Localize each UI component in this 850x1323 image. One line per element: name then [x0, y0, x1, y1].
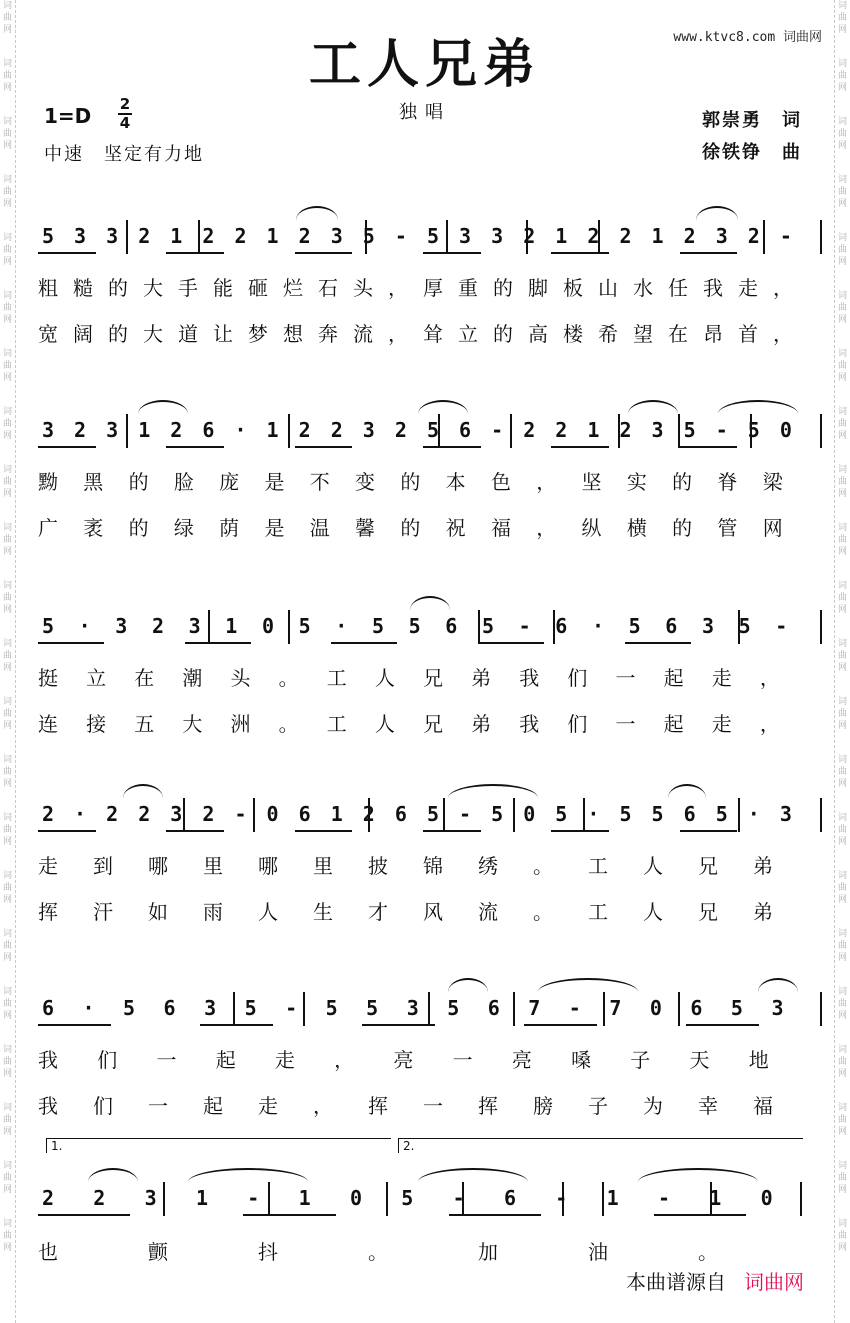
note: 5: [362, 224, 375, 248]
slur: [88, 1168, 138, 1182]
barline: [510, 414, 512, 448]
note: 7: [528, 996, 541, 1020]
beam-underline: [38, 446, 96, 448]
note: 2: [747, 224, 760, 248]
lyric-line-2: 连 接 五 大 洲 。 工 人 兄 弟 我 们 一 起 走 ，: [38, 712, 780, 736]
note: 2: [362, 802, 375, 826]
watermark-text: 词 曲 网: [2, 581, 12, 615]
note: 5: [619, 802, 632, 826]
beam-underline: [524, 1024, 597, 1026]
note: -: [715, 418, 728, 442]
lyric-line-1: 黝 黑 的 脸 庞 是 不 变 的 本 色 ， 坚 实 的 脊 梁: [38, 470, 783, 494]
note: 2: [93, 1186, 106, 1210]
watermark-text: 词 曲 网: [2, 929, 12, 963]
note: 5: [366, 996, 379, 1020]
beam-underline: [680, 830, 738, 832]
beam-underline: [38, 830, 96, 832]
watermark-text: 词 曲 网: [837, 639, 847, 673]
slur: [538, 978, 638, 992]
barline: [288, 414, 290, 448]
left-watermark-strip: [0, 0, 16, 1323]
lyricist-credit: 郭崇勇 词: [702, 110, 802, 131]
lyric-line-2: 广 袤 的 绿 荫 是 温 馨 的 祝 福 ， 纵 横 的 管 网: [38, 516, 783, 540]
watermark-text: 词 曲 网: [837, 465, 847, 499]
watermark-text: 词 曲 网: [837, 755, 847, 789]
note: 6: [163, 996, 176, 1020]
note: 2: [619, 418, 632, 442]
note: 6: [690, 996, 703, 1020]
note: ·: [587, 802, 600, 826]
score-row: [38, 796, 820, 836]
watermark-text: 词 曲 网: [2, 407, 12, 441]
note: 2: [202, 802, 215, 826]
source-text: 本曲谱源自: [626, 1270, 726, 1294]
note: 3: [41, 418, 55, 442]
note: 3: [204, 996, 217, 1020]
slur: [418, 1168, 528, 1182]
volta-second-ending: 2.: [398, 1138, 803, 1153]
beam-underline: [449, 1214, 541, 1216]
note: 2: [41, 802, 55, 826]
watermark-text: 词 曲 网: [837, 291, 847, 325]
barline: [428, 992, 430, 1026]
beam-underline: [295, 446, 353, 448]
note: -: [518, 614, 531, 638]
note: 2: [106, 802, 119, 826]
watermark-text: 词 曲 网: [2, 523, 12, 557]
beam-underline: [166, 446, 224, 448]
note: 5: [747, 418, 760, 442]
note: 5: [426, 802, 440, 826]
score-row: [38, 412, 820, 452]
note: 1: [298, 1186, 311, 1210]
beam-underline: [686, 1024, 759, 1026]
watermark-text: 词 曲 网: [837, 813, 847, 847]
note: 5: [244, 996, 257, 1020]
note: 3: [170, 802, 183, 826]
note: 2: [138, 802, 151, 826]
watermark-text: 词 曲 网: [837, 697, 847, 731]
slur: [718, 400, 798, 414]
note: 6: [665, 614, 678, 638]
note: 1: [587, 418, 600, 442]
watermark-text: 词 曲 网: [2, 1161, 12, 1195]
note: 6: [298, 802, 311, 826]
note: 1: [170, 224, 183, 248]
note: 3: [459, 224, 472, 248]
note: 2: [523, 224, 536, 248]
watermark-text: 词 曲 网: [837, 581, 847, 615]
note: 2: [234, 224, 247, 248]
note: 1: [555, 224, 568, 248]
note: 0: [523, 802, 536, 826]
barline: [603, 992, 605, 1026]
note: ·: [74, 802, 87, 826]
watermark-text: 词 曲 网: [2, 59, 12, 93]
watermark-text: 词 曲 网: [837, 233, 847, 267]
note: 5: [371, 614, 385, 638]
composer-credit: 徐铁铮 曲: [702, 142, 802, 163]
score-row: [38, 608, 820, 648]
note: 3: [491, 224, 504, 248]
slur: [668, 784, 706, 798]
note: 2: [151, 614, 165, 638]
note: 3: [330, 224, 343, 248]
watermark-text: 词 曲 网: [837, 1161, 847, 1195]
watermark-text: 词 曲 网: [2, 233, 12, 267]
note: 5: [41, 224, 55, 248]
barline: [820, 414, 822, 448]
beam-underline: [625, 642, 691, 644]
note: -: [459, 802, 472, 826]
score-row: [38, 1180, 820, 1220]
note: 0: [261, 614, 275, 638]
note: 5: [683, 418, 696, 442]
watermark-text: 词 曲 网: [2, 755, 12, 789]
note: 2: [298, 418, 311, 442]
note: ·: [82, 996, 95, 1020]
barline: [386, 1182, 388, 1216]
note: 3: [771, 996, 784, 1020]
note: 5: [41, 614, 55, 638]
lyric-line-1: 也 颤 抖 。 加 油 。: [38, 1240, 718, 1264]
note: 3: [188, 614, 201, 638]
slur: [448, 978, 488, 992]
note: ·: [747, 802, 760, 826]
lyric-line-1: 挺 立 在 潮 头 。 工 人 兄 弟 我 们 一 起 走 ，: [38, 666, 780, 690]
note: 0: [760, 1186, 773, 1210]
note: 5: [426, 418, 440, 442]
note: 6: [487, 996, 500, 1020]
note: 6: [683, 802, 696, 826]
slur: [188, 1168, 308, 1182]
beam-underline: [38, 642, 104, 644]
beam-underline: [185, 642, 251, 644]
beam-underline: [654, 1214, 746, 1216]
note: 5: [325, 996, 338, 1020]
note: -: [394, 224, 407, 248]
barline: [820, 220, 822, 254]
score-row: [38, 218, 820, 258]
right-watermark-strip: [834, 0, 850, 1323]
note: 5: [555, 802, 568, 826]
slur: [123, 784, 163, 798]
note: 1: [138, 418, 151, 442]
note: 2: [523, 418, 536, 442]
barline: [233, 992, 235, 1026]
beam-underline: [200, 1024, 273, 1026]
lyric-line-2: 我 们 一 起 走 ， 挥 一 挥 膀 子 为 幸 福: [38, 1094, 773, 1118]
note: 5: [481, 614, 495, 638]
score-row: [38, 990, 820, 1030]
beam-underline: [423, 830, 481, 832]
note: 2: [41, 1186, 55, 1210]
note: 3: [406, 996, 419, 1020]
note: 5: [123, 996, 136, 1020]
slur: [638, 1168, 758, 1182]
lyric-line-1: 粗 糙 的 大 手 能 砸 烂 石 头 ， 厚 重 的 脚 板 山 水 任 我 走 ，: [38, 276, 793, 300]
barline: [288, 610, 290, 644]
note: 5: [298, 614, 311, 638]
beam-underline: [362, 1024, 435, 1026]
note: -: [452, 1186, 465, 1210]
barline: [208, 610, 210, 644]
note: 6: [394, 802, 407, 826]
note: 2: [202, 224, 215, 248]
barline: [513, 992, 515, 1026]
barline: [800, 1182, 802, 1216]
watermark-text: 词 曲 网: [837, 1, 847, 35]
barline: [163, 1182, 165, 1216]
note: 3: [74, 224, 87, 248]
note: 2: [587, 224, 600, 248]
watermark-text: 词 曲 网: [837, 871, 847, 905]
note: 1: [606, 1186, 619, 1210]
note: 1: [195, 1186, 209, 1210]
watermark-text: 词 曲 网: [2, 1103, 12, 1137]
note: -: [568, 996, 581, 1020]
beam-underline: [166, 830, 224, 832]
beam-underline: [551, 252, 609, 254]
note: 3: [715, 224, 728, 248]
note: 5: [408, 614, 421, 638]
note: -: [657, 1186, 671, 1210]
note: 2: [555, 418, 568, 442]
volta-first-ending: 1.: [46, 1138, 391, 1153]
watermark-text: 词 曲 网: [2, 871, 12, 905]
note: 1: [225, 614, 238, 638]
lyric-line-2: 挥 汗 如 雨 人 生 才 风 流 。 工 人 兄 弟: [38, 900, 773, 924]
slur: [696, 206, 738, 220]
note: -: [555, 1186, 568, 1210]
note: 2: [683, 224, 696, 248]
barline: [820, 610, 822, 644]
watermark-text: 词 曲 网: [2, 291, 12, 325]
beam-underline: [478, 642, 544, 644]
note: 0: [649, 996, 662, 1020]
barline: [253, 798, 255, 832]
note: 3: [779, 802, 792, 826]
note: 5: [730, 996, 743, 1020]
beam-underline: [243, 1214, 335, 1216]
note: ·: [78, 614, 91, 638]
beam-underline: [331, 642, 397, 644]
time-signature-bottom: 4: [119, 114, 131, 132]
tempo-marking: 中速 坚定有力地: [44, 144, 204, 165]
note: ·: [234, 418, 247, 442]
note: 6: [445, 614, 458, 638]
watermark-text: 词 曲 网: [2, 697, 12, 731]
watermark-text: 词 曲 网: [837, 175, 847, 209]
barline: [820, 992, 822, 1026]
barline: [738, 798, 740, 832]
note: -: [491, 418, 504, 442]
song-title: 工人兄弟: [308, 34, 541, 95]
note: 1: [330, 802, 343, 826]
performance-mode: 独唱: [399, 102, 451, 123]
slur: [410, 596, 450, 610]
note: 2: [170, 418, 183, 442]
note: -: [779, 224, 792, 248]
note: 2: [298, 224, 311, 248]
watermark-text: 词 曲 网: [837, 349, 847, 383]
note: 3: [362, 418, 375, 442]
note: 3: [115, 614, 128, 638]
beam-underline: [38, 1024, 111, 1026]
note: 2: [138, 224, 151, 248]
note: -: [775, 614, 788, 638]
beam-underline: [551, 446, 609, 448]
watermark-text: 词 曲 网: [837, 59, 847, 93]
watermark-text: 词 曲 网: [2, 987, 12, 1021]
note: 3: [701, 614, 715, 638]
note: 1: [266, 418, 279, 442]
beam-underline: [423, 252, 481, 254]
watermark-text: 词 曲 网: [2, 465, 12, 499]
note: 5: [401, 1186, 414, 1210]
note: 6: [503, 1186, 517, 1210]
note: 2: [394, 418, 407, 442]
note: 6: [459, 418, 472, 442]
slur: [628, 400, 678, 414]
beam-underline: [295, 830, 353, 832]
site-url: www.ktvc8.com 词曲网: [673, 30, 822, 45]
note: 2: [74, 418, 87, 442]
watermark-text: 词 曲 网: [2, 1219, 12, 1253]
watermark-text: 词 曲 网: [837, 117, 847, 151]
barline: [268, 1182, 270, 1216]
barline: [678, 992, 680, 1026]
note: 6: [202, 418, 215, 442]
barline: [126, 414, 128, 448]
beam-underline: [680, 252, 738, 254]
barline: [446, 220, 448, 254]
beam-underline: [423, 446, 481, 448]
source-brand[interactable]: 词曲网: [744, 1270, 804, 1294]
lyric-line-1: 走 到 哪 里 哪 里 披 锦 绣 。 工 人 兄 弟: [38, 854, 773, 878]
note: 0: [779, 418, 792, 442]
beam-underline: [680, 446, 738, 448]
slur: [138, 400, 188, 414]
watermark-text: 词 曲 网: [2, 1045, 12, 1079]
note: -: [285, 996, 298, 1020]
time-signature-top: 2: [119, 95, 131, 113]
watermark-text: 词 曲 网: [837, 987, 847, 1021]
beam-underline: [38, 1214, 130, 1216]
note: 7: [609, 996, 622, 1020]
note: -: [234, 802, 247, 826]
note: 1: [266, 224, 279, 248]
watermark-text: 词 曲 网: [2, 639, 12, 673]
lyric-line-2: 宽 阔 的 大 道 让 梦 想 奔 流 ， 耸 立 的 高 楼 希 望 在 昂 首 ，: [38, 322, 793, 346]
slur: [758, 978, 798, 992]
note: 3: [106, 224, 119, 248]
slur: [296, 206, 338, 220]
slur: [418, 400, 468, 414]
note: 3: [106, 418, 119, 442]
note: 0: [349, 1186, 363, 1210]
watermark-text: 词 曲 网: [837, 1219, 847, 1253]
note: 5: [628, 614, 641, 638]
slur: [448, 784, 538, 798]
note: 0: [266, 802, 279, 826]
note: 1: [651, 224, 664, 248]
note: 5: [651, 802, 664, 826]
barline: [126, 220, 128, 254]
note: 5: [715, 802, 728, 826]
note: 3: [651, 418, 664, 442]
beam-underline: [295, 252, 353, 254]
note: 5: [426, 224, 440, 248]
watermark-text: 词 曲 网: [2, 117, 12, 151]
note: 1: [709, 1186, 722, 1210]
watermark-text: 词 曲 网: [837, 1103, 847, 1137]
note: ·: [591, 614, 605, 638]
watermark-text: 词 曲 网: [2, 349, 12, 383]
note: -: [247, 1186, 260, 1210]
note: 3: [144, 1186, 157, 1210]
watermark-text: 词 曲 网: [837, 929, 847, 963]
barline: [820, 798, 822, 832]
watermark-text: 词 曲 网: [2, 813, 12, 847]
watermark-text: 词 曲 网: [2, 1, 12, 35]
note: 5: [738, 614, 751, 638]
watermark-text: 词 曲 网: [837, 1045, 847, 1079]
lyric-line-1: 我 们 一 起 走 ， 亮 一 亮 嗓 子 天 地: [38, 1048, 769, 1072]
barline: [443, 798, 445, 832]
note: 6: [41, 996, 55, 1020]
note: 6: [555, 614, 568, 638]
beam-underline: [551, 830, 609, 832]
watermark-text: 词 曲 网: [837, 523, 847, 557]
barline: [303, 992, 305, 1026]
watermark-text: 词 曲 网: [2, 175, 12, 209]
beam-underline: [166, 252, 224, 254]
barline: [513, 798, 515, 832]
source-footer: [626, 1266, 804, 1295]
note: 2: [619, 224, 632, 248]
note: 2: [330, 418, 343, 442]
note: ·: [335, 614, 348, 638]
watermark-text: 词 曲 网: [837, 407, 847, 441]
key-signature: 1=D: [44, 104, 92, 128]
note: 5: [447, 996, 460, 1020]
beam-underline: [38, 252, 96, 254]
note: 5: [491, 802, 504, 826]
